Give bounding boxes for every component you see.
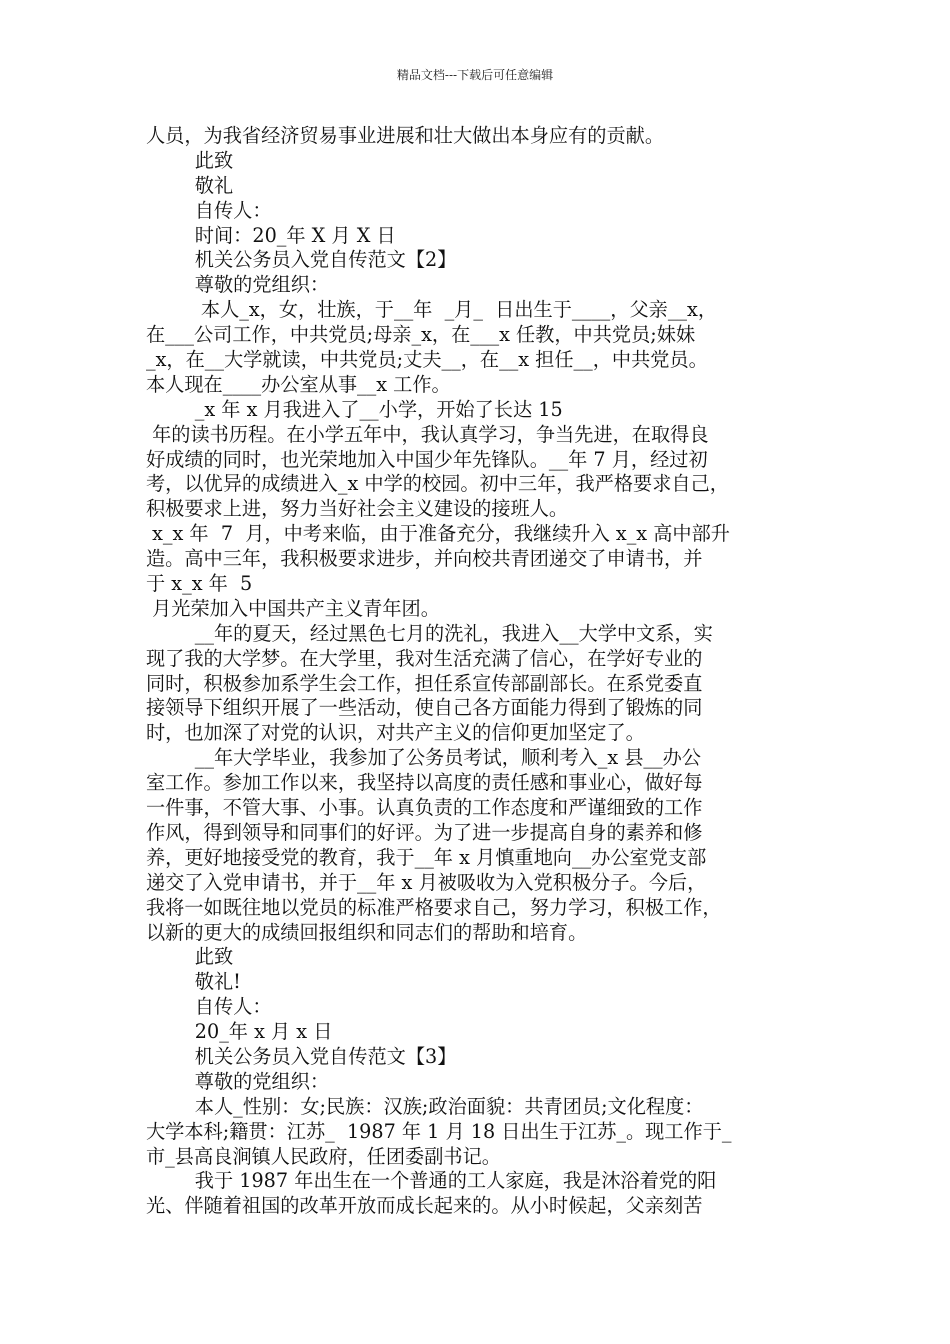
- text-line: 机关公务员入党自传范文【2】: [146, 248, 457, 272]
- text-line: 机关公务员入党自传范文【3】: [146, 1044, 457, 1068]
- text-line: 自传人：: [146, 995, 272, 1019]
- text-line: 作风，得到领导和同事们的好评。为了进一步提高自身的素养和修: [146, 820, 703, 844]
- text-line: 本人_性别：女;民族：汉族;政治面貌：共青团员;文化程度：: [146, 1094, 704, 1118]
- page-header: 精品文档---下载后可任意编辑: [396, 68, 554, 82]
- text-line: 自传人：: [146, 198, 272, 222]
- text-line: 光、伴随着祖国的改革开放而成长起来的。从小时候起，父亲刻苦: [146, 1194, 703, 1218]
- text-line: _x，在__大学就读，中共党员;丈夫__，在__x 担任__，中共党员。: [146, 348, 708, 372]
- text-line: 以新的更大的成绩回报组织和同志们的帮助和培育。: [146, 920, 588, 944]
- text-line: 市_县高良涧镇人民政府，任团委副书记。: [146, 1144, 501, 1168]
- text-line: 考，以优异的成绩进入_x 中学的校园。初中三年，我严格要求自己，: [146, 472, 729, 496]
- text-line: 20_年 x 月 x 日: [146, 1020, 333, 1044]
- text-line: 大学本科;籍贯：江苏_ 1987 年 1 月 18 日出生于江苏_。现工作于_: [146, 1119, 732, 1143]
- text-line: 同时，积极参加系学生会工作，担任系宣传部副部长。在系党委直: [146, 671, 703, 695]
- text-line: _x 年 x 月我进入了__小学，开始了长达 15: [146, 397, 563, 421]
- text-line: __年大学毕业，我参加了公务员考试，顺利考入_x 县__办公: [146, 746, 701, 770]
- text-line: __年的夏天，经过黑色七月的洗礼，我进入__大学中文系，实: [146, 621, 713, 645]
- text-line: 尊敬的党组织：: [146, 1069, 330, 1093]
- text-line: 积极要求上进，努力当好社会主义建设的接班人。: [146, 497, 569, 521]
- text-line: 好成绩的同时，也光荣地加入中国少年先锋队。__年 7 月，经过初: [146, 447, 708, 471]
- text-line: 人员，为我省经济贸易事业进展和壮大做出本身应有的贡献。: [146, 124, 665, 147]
- text-line: 此致: [146, 945, 234, 969]
- text-line: 现了我的大学梦。在大学里，我对生活充满了信心，在学好专业的: [146, 646, 703, 670]
- document-body: [146, 124, 826, 1219]
- text-line: 一件事，不管大事、小事。认真负责的工作态度和严谨细致的工作: [146, 796, 703, 820]
- text-line: 室工作。参加工作以来，我坚持以高度的责任感和事业心，做好每: [146, 771, 703, 795]
- text-line: x_x 年 7 月，中考来临，由于准备充分，我继续升入 x_x 高中部升: [146, 522, 730, 546]
- text-line: 时，也加深了对党的认识，对共产主义的信仰更加坚定了。: [146, 721, 645, 745]
- text-line: 敬礼!: [146, 970, 241, 994]
- text-line: 敬礼: [146, 173, 234, 197]
- text-line: 年的读书历程。在小学五年中，我认真学习，争当先进，在取得良: [146, 422, 709, 446]
- text-line: 接领导下组织开展了一些活动，使自己各方面能力得到了锻炼的同: [146, 696, 703, 720]
- text-line: 本人现在____办公室从事__x 工作。: [146, 372, 451, 396]
- text-line: 在___公司工作，中共党员;母亲_x，在___x 任教，中共党员;妹妹: [146, 323, 696, 347]
- text-line: 于 x_x 年 5: [146, 572, 253, 596]
- text-line: 时间：20_年 X 月 X 日: [146, 223, 396, 247]
- text-line: 尊敬的党组织：: [146, 273, 330, 297]
- text-line: 此致: [146, 148, 234, 172]
- text-line: 递交了入党申请书，并于__年 x 月被吸收为入党积极分子。今后，: [146, 870, 707, 894]
- text-line: 月光荣加入中国共产主义青年团。: [146, 596, 440, 620]
- text-line: 养，更好地接受党的教育，我于__年 x 月慎重地向__办公室党支部: [146, 845, 707, 869]
- text-line: 我于 1987 年出生在一个普通的工人家庭，我是沐浴着党的阳: [146, 1169, 717, 1193]
- text-line: 本人_x，女，壮族，于__年 _月_ 日出生于____，父亲__x，: [146, 298, 718, 322]
- text-line: 我将一如既往地以党员的标准严格要求自己，努力学习，积极工作，: [146, 895, 722, 919]
- text-line: 造。高中三年，我积极要求进步，并向校共青团递交了申请书，并: [146, 547, 703, 571]
